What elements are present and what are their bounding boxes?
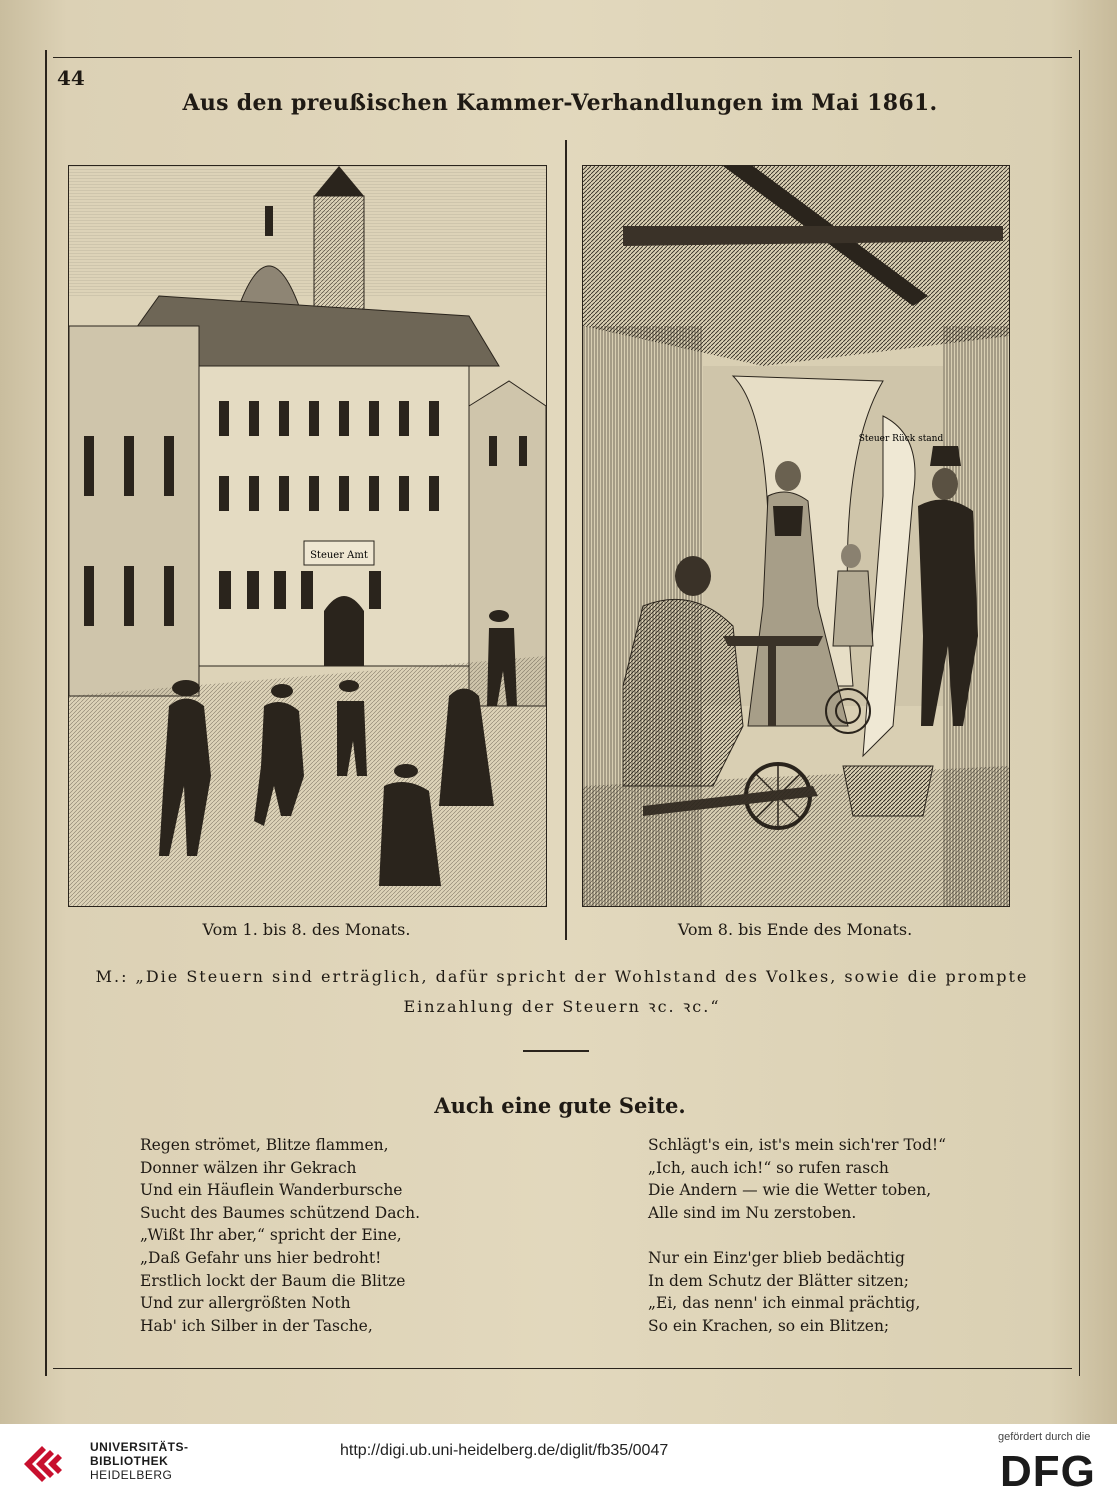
poem-line: Nur ein Einz'ger blieb bedächtig bbox=[648, 1248, 905, 1267]
poem-line: Alle sind im Nu zerstoben. bbox=[648, 1203, 857, 1222]
caption-left: Vom 1. bis 8. des Monats. bbox=[202, 920, 411, 939]
illustration-tax-arrears-interior bbox=[582, 165, 1010, 907]
poem-line: „Ei, das nenn' ich einmal prächtig, bbox=[648, 1294, 921, 1313]
quote-speaker: M.: bbox=[95, 967, 129, 986]
poem-line: Hab' ich Silber in der Tasche, bbox=[140, 1316, 373, 1335]
poem-line: Und zur allergrößten Noth bbox=[140, 1294, 351, 1313]
poem-title: Auch eine gute Seite. bbox=[434, 1093, 686, 1118]
funding-label: gefördert durch die bbox=[998, 1431, 1091, 1443]
poem-right-column bbox=[648, 1134, 946, 1337]
poem-left-column bbox=[140, 1134, 420, 1337]
quote-text: „Die Steuern sind erträglich, dafür spricht der Wohlstand des Volkes, sowie die prompte Einzahlung der Steuern ꝛc. ꝛc.“ bbox=[135, 967, 1029, 1016]
institution-line: HEIDELBERG bbox=[90, 1468, 173, 1482]
poem-line: Donner wälzen ihr Gekrach bbox=[140, 1158, 357, 1177]
poem-line: Erstlich lockt der Baum die Blitze bbox=[140, 1271, 406, 1290]
permalink[interactable]: http://digi.ub.uni-heidelberg.de/diglit/fb35/0047 bbox=[340, 1442, 669, 1459]
poem-line: „Wißt Ihr aber,“ spricht der Eine, bbox=[140, 1226, 402, 1245]
page-number: 44 bbox=[57, 66, 85, 90]
poem-line: „Daß Gefahr uns hier bedroht! bbox=[140, 1248, 382, 1267]
institution-line: UNIVERSITÄTS- bbox=[90, 1440, 189, 1454]
poem-line: Sucht des Baumes schützend Dach. bbox=[140, 1203, 421, 1222]
institution-name bbox=[90, 1440, 189, 1482]
university-library-logo-icon[interactable] bbox=[20, 1434, 80, 1490]
poem-line: So ein Krachen, so ein Blitzen; bbox=[648, 1316, 890, 1335]
poem-line: Die Andern — wie die Wetter toben, bbox=[648, 1181, 932, 1200]
poem-line: Regen strömet, Blitze flammen, bbox=[140, 1136, 389, 1154]
section-rule bbox=[523, 1050, 589, 1052]
poem-line: Und ein Häuflein Wanderbursche bbox=[140, 1181, 403, 1200]
poem-line: In dem Schutz der Blätter sitzen; bbox=[648, 1271, 910, 1290]
poem-line: „Ich, auch ich!“ so rufen rasch bbox=[648, 1158, 889, 1177]
column-divider bbox=[565, 140, 567, 940]
institution-line: BIBLIOTHEK bbox=[90, 1454, 169, 1468]
stanza-gap bbox=[648, 1224, 946, 1247]
poem-line: Schlägt's ein, ist's mein sich'rer Tod!“ bbox=[648, 1136, 947, 1154]
viewer-footer bbox=[0, 1424, 1117, 1500]
dfg-logo[interactable]: DFG bbox=[1000, 1447, 1096, 1496]
page-title: Aus den preußischen Kammer-Verhandlungen im Mai 1861. bbox=[182, 90, 938, 116]
tax-arrears-scroll: Steuer Rück stand bbox=[858, 434, 944, 444]
caption-right: Vom 8. bis Ende des Monats. bbox=[677, 920, 913, 939]
illustration-tax-office-street bbox=[68, 165, 547, 907]
tax-office-sign: Steuer Amt bbox=[310, 550, 368, 561]
quote-block bbox=[62, 962, 1062, 1022]
